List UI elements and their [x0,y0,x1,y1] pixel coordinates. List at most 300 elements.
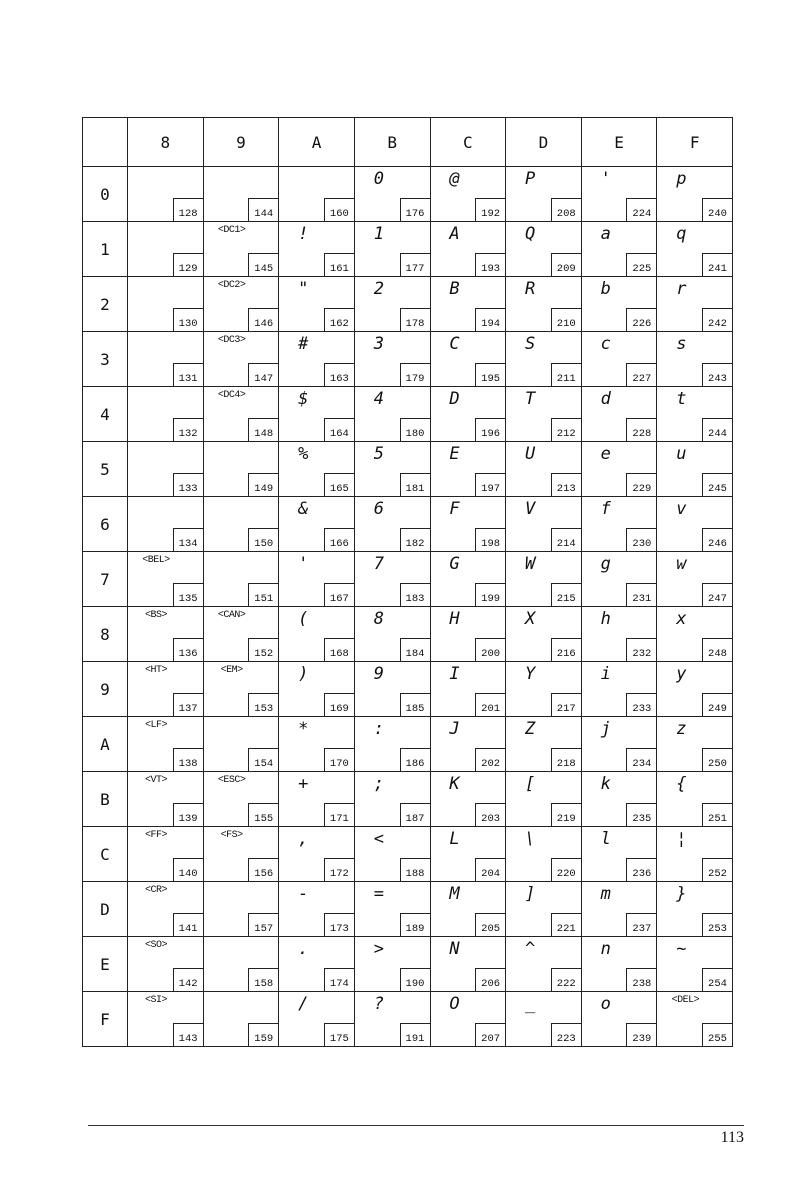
decimal-code: 188 [400,858,430,881]
control-code-label: <CR> [144,885,167,896]
char-cell [506,332,582,387]
decimal-code: 139 [173,803,203,826]
table-row [83,882,733,937]
decimal-code: 183 [400,583,430,606]
char-cell [279,662,355,717]
char-cell [354,167,430,222]
character-glyph: + [298,774,309,794]
table-row [83,332,733,387]
decimal-code: 248 [702,638,732,661]
char-cell [506,497,582,552]
page-number: 113 [720,1129,744,1146]
char-cell [581,827,657,882]
character-glyph: * [298,719,309,739]
control-code-label: <FS> [220,830,243,841]
column-header: F [657,118,733,167]
decimal-code: 202 [475,748,505,771]
decimal-code: 153 [248,693,278,716]
footer-rule [88,1125,744,1126]
decimal-code: 145 [248,253,278,276]
decimal-code: 137 [173,693,203,716]
character-glyph: \ [525,829,536,849]
table-row [83,937,733,992]
decimal-code: 171 [324,803,354,826]
character-glyph: } [676,884,687,904]
column-header: A [279,118,355,167]
control-code-label: <DC3> [217,335,246,346]
char-cell [657,937,733,992]
char-cell [279,167,355,222]
table-row [83,222,733,277]
character-glyph: ' [298,554,309,574]
char-cell [354,937,430,992]
decimal-code: 228 [626,418,656,441]
control-code-label: <SI> [144,995,167,1006]
character-glyph: X [525,609,536,629]
char-cell [430,167,506,222]
decimal-code: 209 [551,253,581,276]
decimal-code: 220 [551,858,581,881]
char-cell [430,882,506,937]
decimal-code: 221 [551,913,581,936]
decimal-code: 204 [475,858,505,881]
char-cell [506,772,582,827]
char-cell [128,332,204,387]
character-glyph: w [676,554,687,574]
row-header: B [83,772,128,827]
char-cell [354,442,430,497]
decimal-code: 184 [400,638,430,661]
decimal-code: 203 [475,803,505,826]
decimal-code: 129 [173,253,203,276]
char-cell [279,827,355,882]
character-glyph: o [600,994,611,1014]
decimal-code: 189 [400,913,430,936]
decimal-code: 217 [551,693,581,716]
character-glyph: K [449,774,460,794]
decimal-code: 165 [324,473,354,496]
character-glyph: ) [298,664,309,684]
decimal-code: 166 [324,528,354,551]
char-cell [128,607,204,662]
character-glyph: 9 [373,664,384,684]
character-glyph: u [676,444,687,464]
char-cell [279,992,355,1047]
char-cell [430,827,506,882]
decimal-code: 235 [626,803,656,826]
decimal-code: 229 [626,473,656,496]
column-header: C [430,118,506,167]
char-cell [203,772,279,827]
decimal-code: 247 [702,583,732,606]
character-glyph: G [449,554,460,574]
decimal-code: 243 [702,363,732,386]
row-header: 2 [83,277,128,332]
column-header: E [581,118,657,167]
char-cell [354,992,430,1047]
char-cell [354,552,430,607]
table-row [83,827,733,882]
decimal-code: 159 [248,1023,278,1046]
decimal-code: 190 [400,968,430,991]
decimal-code: 231 [626,583,656,606]
decimal-code: 218 [551,748,581,771]
character-glyph: 4 [373,389,384,409]
decimal-code: 141 [173,913,203,936]
row-header: 9 [83,662,128,717]
char-cell [581,717,657,772]
decimal-code: 176 [400,198,430,221]
char-cell [506,662,582,717]
character-glyph: - [298,884,309,904]
character-glyph: ] [525,884,536,904]
decimal-code: 195 [475,363,505,386]
decimal-code: 187 [400,803,430,826]
decimal-code: 172 [324,858,354,881]
control-code-label: <ESC> [217,775,246,786]
decimal-code: 225 [626,253,656,276]
char-cell [430,552,506,607]
decimal-code: 151 [248,583,278,606]
decimal-code: 177 [400,253,430,276]
row-header: 4 [83,387,128,442]
char-cell [128,772,204,827]
character-glyph: Q [525,224,536,244]
decimal-code: 237 [626,913,656,936]
char-cell [581,222,657,277]
char-cell [581,772,657,827]
char-cell [203,222,279,277]
character-glyph: ¦ [676,829,687,849]
decimal-code: 214 [551,528,581,551]
character-glyph: A [449,224,460,244]
char-cell [581,442,657,497]
char-cell [279,717,355,772]
decimal-code: 164 [324,418,354,441]
control-code-label: <HT> [144,665,167,676]
char-cell [279,772,355,827]
table-body [83,167,733,1047]
decimal-code: 249 [702,693,732,716]
decimal-code: 142 [173,968,203,991]
character-glyph: h [600,609,611,629]
decimal-code: 132 [173,418,203,441]
char-cell [581,387,657,442]
char-cell [430,277,506,332]
decimal-code: 149 [248,473,278,496]
decimal-code: 240 [702,198,732,221]
char-cell [506,277,582,332]
decimal-code: 205 [475,913,505,936]
character-glyph: = [373,884,384,904]
decimal-code: 163 [324,363,354,386]
character-glyph: k [600,774,611,794]
decimal-code: 193 [475,253,505,276]
table-row [83,552,733,607]
character-glyph: $ [298,389,309,409]
character-glyph: { [676,774,687,794]
char-cell [203,167,279,222]
decimal-code: 252 [702,858,732,881]
decimal-code: 148 [248,418,278,441]
character-glyph: f [600,499,611,519]
character-glyph: [ [525,774,536,794]
decimal-code: 206 [475,968,505,991]
table-row [83,992,733,1047]
character-glyph: l [600,829,611,849]
decimal-code: 200 [475,638,505,661]
char-cell [430,662,506,717]
decimal-code: 213 [551,473,581,496]
table-row [83,772,733,827]
character-glyph: 6 [373,499,384,519]
character-glyph: ? [373,994,384,1014]
character-glyph: 5 [373,444,384,464]
character-glyph: & [298,499,309,519]
character-glyph: P [525,169,536,189]
char-cell [657,882,733,937]
character-glyph: 7 [373,554,384,574]
character-glyph: ~ [676,939,687,959]
decimal-code: 152 [248,638,278,661]
char-cell [506,387,582,442]
char-cell [354,497,430,552]
decimal-code: 162 [324,308,354,331]
character-glyph: ' [600,169,611,189]
row-header: C [83,827,128,882]
char-cell [506,992,582,1047]
char-cell [657,332,733,387]
control-code-label: <SO> [144,940,167,951]
decimal-code: 146 [248,308,278,331]
decimal-code: 160 [324,198,354,221]
char-cell [279,387,355,442]
char-cell [279,882,355,937]
decimal-code: 244 [702,418,732,441]
decimal-code: 238 [626,968,656,991]
character-glyph: S [525,334,536,354]
char-cell [430,937,506,992]
char-cell [203,607,279,662]
char-cell [657,167,733,222]
decimal-code: 242 [702,308,732,331]
row-header: 0 [83,167,128,222]
decimal-code: 185 [400,693,430,716]
char-cell [203,717,279,772]
decimal-code: 143 [173,1023,203,1046]
row-header: 3 [83,332,128,387]
row-header: A [83,717,128,772]
char-cell [354,882,430,937]
char-cell [657,552,733,607]
char-cell [506,442,582,497]
char-cell [581,937,657,992]
char-cell [128,222,204,277]
character-glyph: i [600,664,611,684]
character-glyph: O [449,994,460,1014]
char-cell [279,277,355,332]
decimal-code: 226 [626,308,656,331]
character-glyph: 8 [373,609,384,629]
decimal-code: 167 [324,583,354,606]
decimal-code: 133 [173,473,203,496]
char-cell [430,387,506,442]
decimal-code: 239 [626,1023,656,1046]
character-glyph: d [600,389,611,409]
character-glyph: / [298,994,309,1014]
char-cell [128,497,204,552]
char-cell [128,717,204,772]
char-cell [354,827,430,882]
char-cell [128,442,204,497]
decimal-code: 199 [475,583,505,606]
char-cell [430,332,506,387]
decimal-code: 219 [551,803,581,826]
column-header: B [354,118,430,167]
decimal-code: 186 [400,748,430,771]
character-glyph: J [449,719,460,739]
column-header-row [83,118,733,167]
character-glyph: t [676,389,687,409]
row-header: 1 [83,222,128,277]
character-glyph: s [676,334,687,354]
column-header: 9 [203,118,279,167]
character-glyph: % [298,444,309,464]
character-glyph: x [676,609,687,629]
char-cell [128,937,204,992]
char-cell [279,552,355,607]
char-cell [354,717,430,772]
decimal-code: 180 [400,418,430,441]
decimal-code: 169 [324,693,354,716]
row-header: 8 [83,607,128,662]
character-glyph: " [298,279,309,299]
decimal-code: 216 [551,638,581,661]
character-glyph: m [600,884,611,904]
decimal-code: 182 [400,528,430,551]
decimal-code: 196 [475,418,505,441]
character-glyph: 1 [373,224,384,244]
char-cell [203,992,279,1047]
char-cell [657,387,733,442]
decimal-code: 138 [173,748,203,771]
decimal-code: 201 [475,693,505,716]
column-header: D [506,118,582,167]
char-cell [354,607,430,662]
char-cell [657,992,733,1047]
decimal-code: 179 [400,363,430,386]
decimal-code: 156 [248,858,278,881]
char-cell [203,937,279,992]
character-glyph: > [373,939,384,959]
character-glyph: ^ [525,939,536,959]
char-cell [657,222,733,277]
char-cell [581,992,657,1047]
character-glyph: D [449,389,460,409]
decimal-code: 136 [173,638,203,661]
char-cell [506,937,582,992]
decimal-code: 157 [248,913,278,936]
decimal-code: 198 [475,528,505,551]
char-cell [354,387,430,442]
char-cell [581,662,657,717]
decimal-code: 144 [248,198,278,221]
character-glyph: . [298,939,309,959]
char-cell [279,607,355,662]
char-cell [430,607,506,662]
character-glyph: V [525,499,536,519]
control-code-label: <VT> [144,775,167,786]
decimal-code: 223 [551,1023,581,1046]
character-glyph: @ [449,169,460,189]
decimal-code: 194 [475,308,505,331]
control-code-label: <BEL> [142,555,170,566]
char-cell [128,992,204,1047]
character-glyph: I [449,664,460,684]
control-code-label: <DEL> [671,995,700,1006]
char-cell [506,167,582,222]
char-cell [657,277,733,332]
char-cell [203,442,279,497]
table-row [83,387,733,442]
char-cell [354,277,430,332]
char-cell [354,222,430,277]
decimal-code: 191 [400,1023,430,1046]
decimal-code: 181 [400,473,430,496]
decimal-code: 154 [248,748,278,771]
character-glyph: W [525,554,536,574]
table-row [83,167,733,222]
char-cell [506,717,582,772]
decimal-code: 246 [702,528,732,551]
char-cell [506,222,582,277]
control-code-label: <DC4> [217,390,246,401]
char-cell [506,827,582,882]
char-cell [506,607,582,662]
char-cell [581,882,657,937]
character-glyph: E [449,444,460,464]
control-code-label: <EM> [220,665,243,676]
char-cell [581,277,657,332]
character-code-table [82,117,733,1047]
decimal-code: 254 [702,968,732,991]
char-cell [203,277,279,332]
decimal-code: 241 [702,253,732,276]
decimal-code: 212 [551,418,581,441]
table-row [83,497,733,552]
character-glyph: C [449,334,460,354]
char-cell [128,277,204,332]
decimal-code: 210 [551,308,581,331]
character-glyph: z [676,719,687,739]
decimal-code: 233 [626,693,656,716]
character-glyph: ! [298,224,309,244]
control-code-label: <FF> [144,830,167,841]
row-header: E [83,937,128,992]
char-cell [657,662,733,717]
character-glyph: : [373,719,384,739]
character-glyph: U [525,444,536,464]
decimal-code: 131 [173,363,203,386]
decimal-code: 147 [248,363,278,386]
character-glyph: H [449,609,460,629]
column-header: 8 [128,118,204,167]
char-cell [657,772,733,827]
table-row [83,607,733,662]
char-cell [128,552,204,607]
control-code-label: <DC1> [217,225,246,236]
decimal-code: 250 [702,748,732,771]
